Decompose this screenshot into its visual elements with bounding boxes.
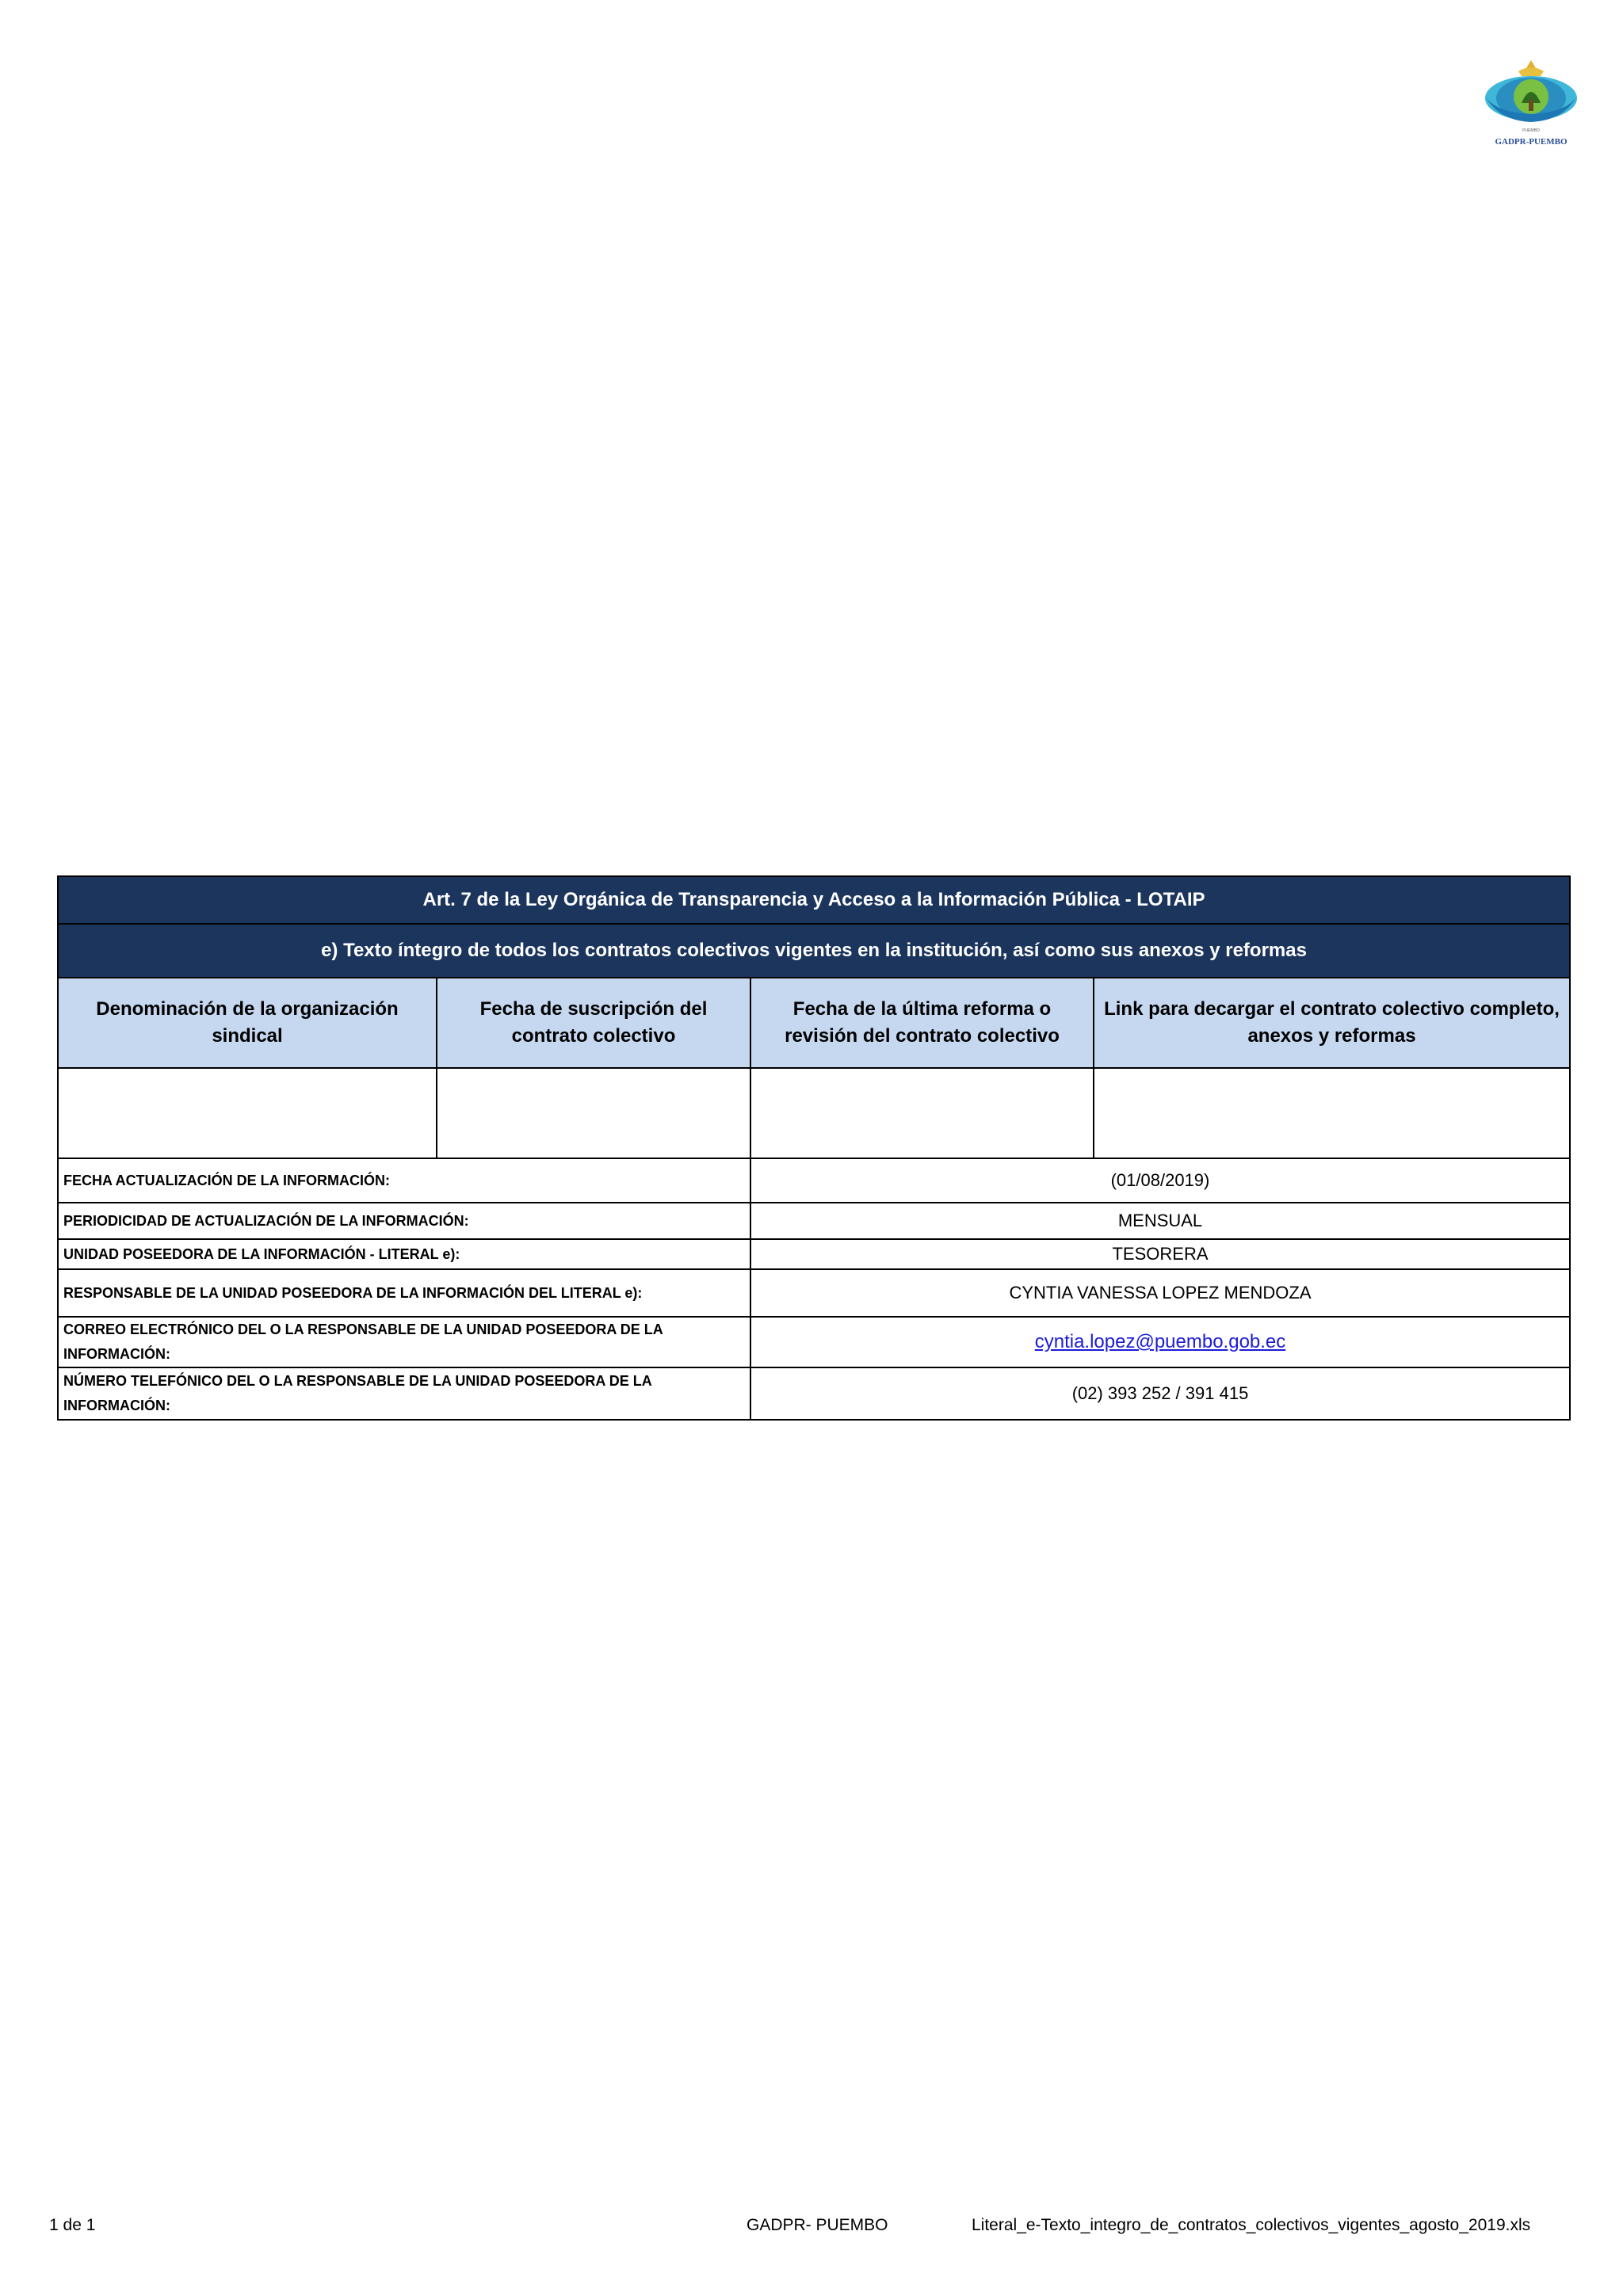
table-subtitle: e) Texto íntegro de todos los contratos colectivos vigentes en la institución, así como sus anexos y reformas [58,924,1570,978]
table-row [58,1068,1570,1158]
svg-text:GADPR-PUEMBO: GADPR-PUEMBO [1495,137,1568,147]
empty-cell [437,1068,750,1158]
responsable-label: RESPONSABLE DE LA UNIDAD POSEEDORA DE LA INFORMACIÓN DEL LITERAL e): [58,1269,750,1317]
footer-organization: GADPR- PUEMBO [747,2216,888,2234]
correo-cell [750,1317,1570,1367]
svg-text:PUEMBO: PUEMBO [1522,128,1540,133]
table-title: Art. 7 de la Ley Orgánica de Transparencia y Acceso a la Información Pública - LOTAIP [58,876,1570,924]
correo-label: CORREO ELECTRÓNICO DEL O LA RESPONSABLE DE LA UNIDAD POSEEDORA DE LA INFORMACIÓN: [58,1317,750,1367]
column-header-fecha-suscripcion: Fecha de suscripción del contrato colectivo [437,978,750,1068]
column-header-link: Link para decargar el contrato colectivo completo, anexos y reformas [1094,978,1570,1068]
column-header-organizacion: Denominación de la organización sindical [58,978,437,1068]
column-header-fecha-reforma: Fecha de la última reforma o revisión del contrato colectivo [750,978,1094,1068]
fecha-actualizacion-label: FECHA ACTUALIZACIÓN DE LA INFORMACIÓN: [58,1158,750,1203]
empty-cell [58,1068,437,1158]
correo-link[interactable]: cyntia.lopez@puembo.gob.ec [1034,1331,1286,1352]
periodicidad-value: MENSUAL [750,1203,1570,1239]
footer-page-number: 1 de 1 [49,2216,96,2234]
gadpr-puembo-logo [1476,57,1587,151]
unidad-poseedora-label: UNIDAD POSEEDORA DE LA INFORMACIÓN - LITERAL e): [58,1239,750,1269]
empty-cell [1094,1068,1570,1158]
telefono-value: (02) 393 252 / 391 415 [750,1367,1570,1420]
lotaip-table [57,875,1571,1421]
fecha-actualizacion-value: (01/08/2019) [750,1158,1570,1203]
empty-cell [750,1068,1094,1158]
footer-filename: Literal_e-Texto_integro_de_contratos_colectivos_vigentes_agosto_2019.xls [972,2216,1531,2234]
unidad-poseedora-value: TESORERA [750,1239,1570,1269]
periodicidad-label: PERIODICIDAD DE ACTUALIZACIÓN DE LA INFORMACIÓN: [58,1203,750,1239]
telefono-label: NÚMERO TELEFÓNICO DEL O LA RESPONSABLE DE LA UNIDAD POSEEDORA DE LA INFORMACIÓN: [58,1367,750,1420]
responsable-value: CYNTIA VANESSA LOPEZ MENDOZA [750,1269,1570,1317]
